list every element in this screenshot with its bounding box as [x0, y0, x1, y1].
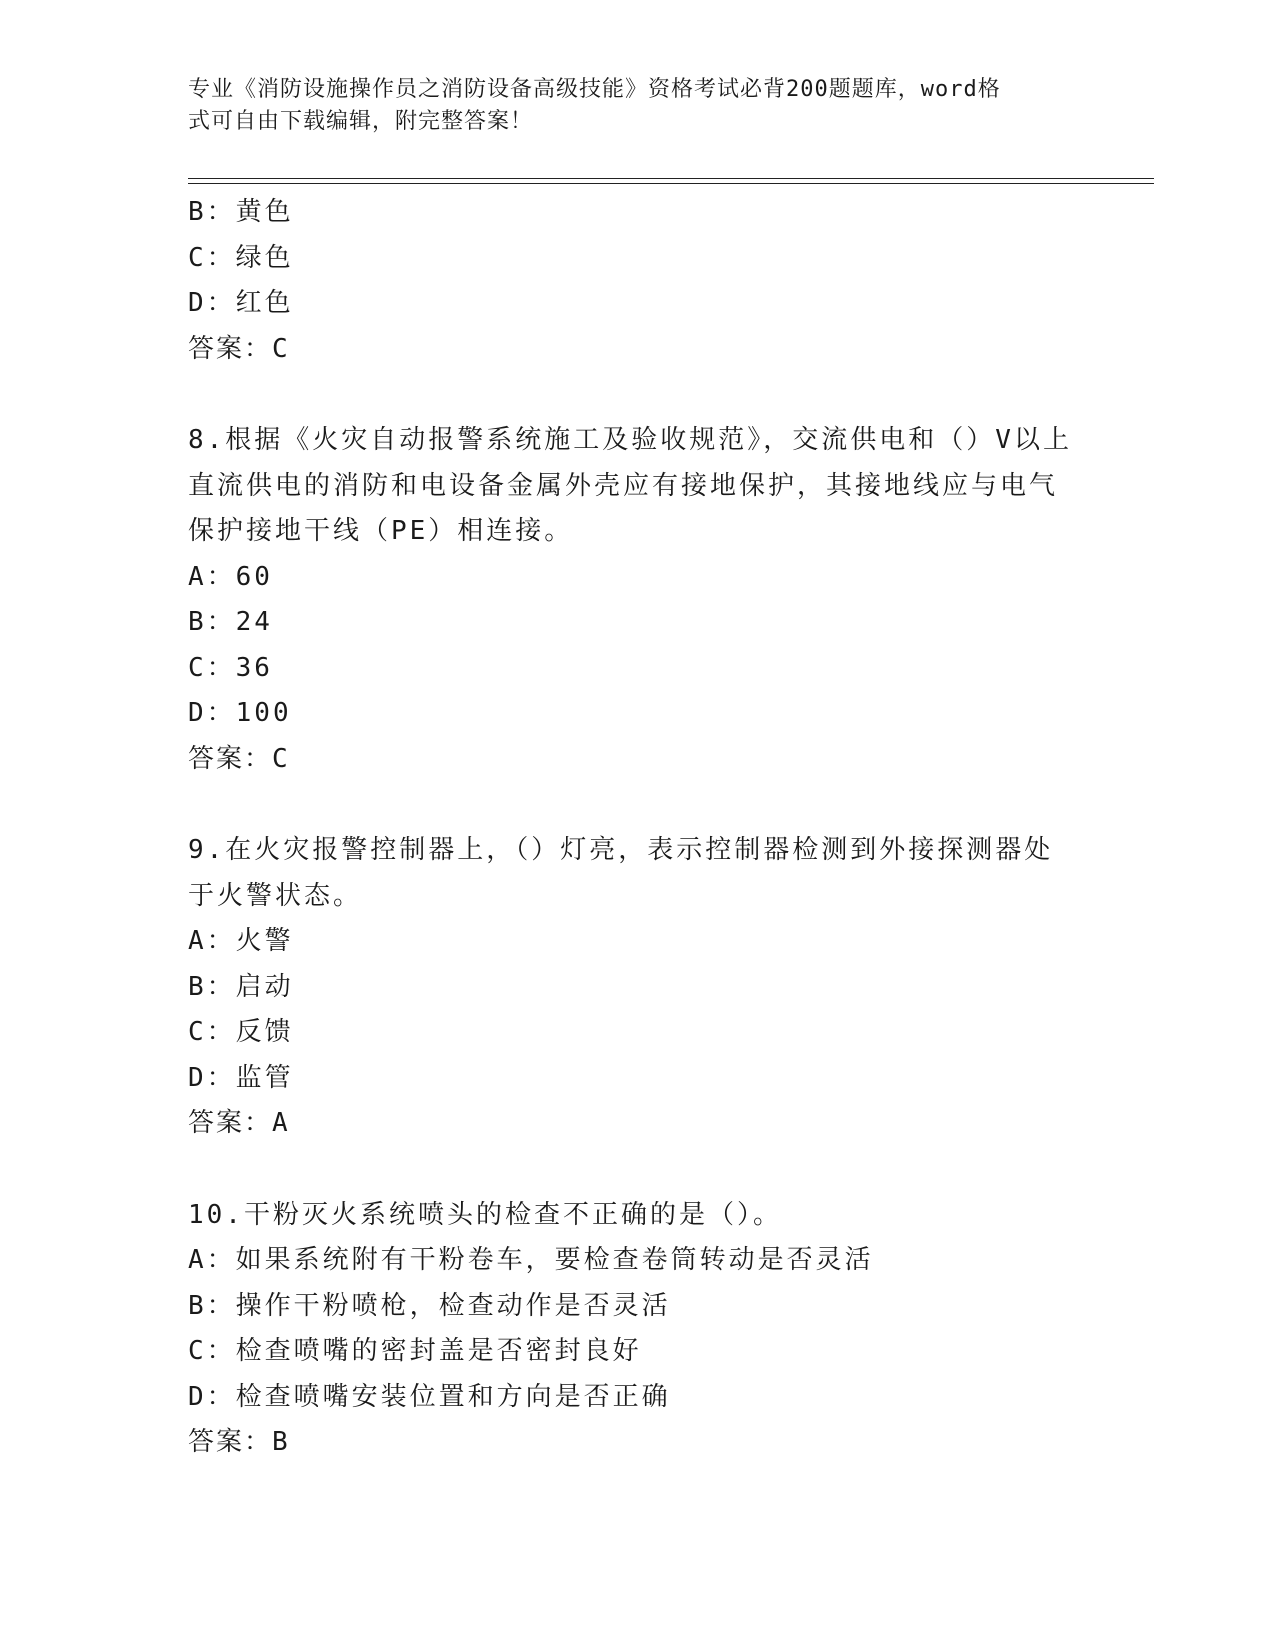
option-c: C：36 [188, 652, 273, 683]
question-text: 10.干粉灭火系统喷头的检查不正确的是（）。 [188, 1199, 782, 1230]
answer-line: 答案：B [188, 1427, 290, 1457]
answer-line: 答案：C [188, 743, 290, 774]
question-text: 直流供电的消防和电设备金属外壳应有接地保护，其接地线应与电气 [188, 470, 1059, 501]
question-8 [188, 418, 1088, 782]
document-header [188, 74, 1068, 138]
question-7-continued [188, 190, 1088, 372]
question-text: 保护接地干线（PE）相连接。 [188, 516, 574, 546]
answer-line: 答案：A [188, 1108, 290, 1138]
option-d: D：监管 [188, 1062, 294, 1093]
header-line-1: 专业《消防设施操作员之消防设备高级技能》资格考试必背200题题库，word格 [188, 77, 1001, 102]
question-9 [188, 828, 1088, 1147]
option-c: C：反馈 [188, 1017, 294, 1047]
question-list [188, 190, 1088, 1466]
option-c: C：检查喷嘴的密封盖是否密封良好 [188, 1336, 642, 1366]
answer-line: 答案：C [188, 333, 290, 364]
header-rule-bottom [188, 183, 1154, 184]
option-c: C：绿色 [188, 242, 294, 273]
option-a: A：60 [188, 561, 273, 592]
option-b: B：启动 [188, 971, 294, 1002]
option-b: B：24 [188, 607, 273, 637]
question-text: 于火警状态。 [188, 880, 363, 911]
option-a: A：火警 [188, 926, 294, 956]
question-gap [188, 372, 1088, 418]
option-b: B：操作干粉喷枪，检查动作是否灵活 [188, 1290, 671, 1321]
question-10 [188, 1193, 1088, 1466]
question-text: 8.根据《火灾自动报警系统施工及验收规范》，交流供电和（）V以上 [188, 425, 1072, 455]
question-text: 9.在火灾报警控制器上，（）灯亮，表示控制器检测到外接探测器处 [188, 835, 1054, 865]
question-gap [188, 1147, 1088, 1193]
option-a: A：如果系统附有干粉卷车，要检查卷筒转动是否灵活 [188, 1245, 874, 1275]
option-d: D：红色 [188, 288, 294, 318]
option-d: D：检查喷嘴安装位置和方向是否正确 [188, 1381, 671, 1412]
header-line-2: 式可自由下载编辑，附完整答案！ [188, 109, 534, 134]
option-b: B：黄色 [188, 197, 294, 227]
question-gap [188, 782, 1088, 828]
option-d: D：100 [188, 698, 292, 728]
header-rule-top [188, 178, 1154, 179]
